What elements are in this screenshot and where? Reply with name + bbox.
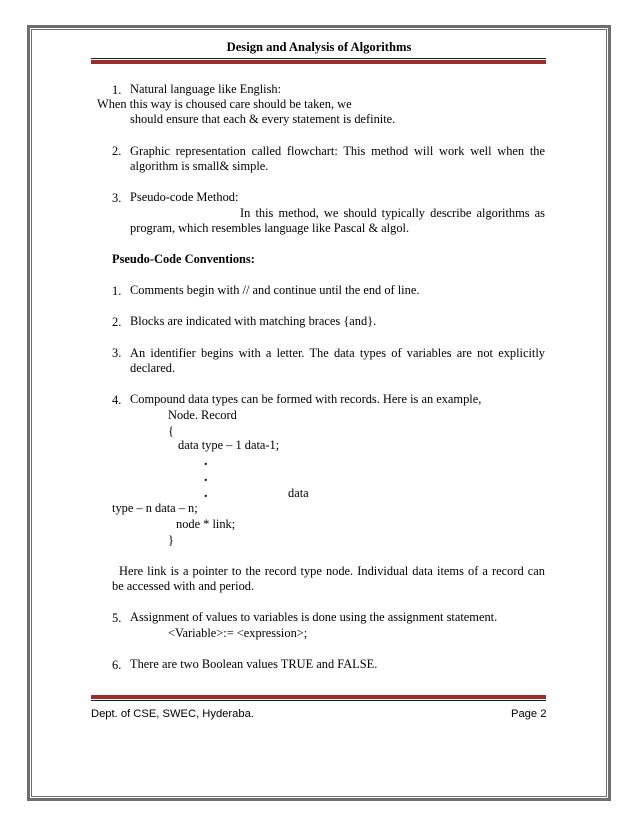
convention-2-text: Blocks are indicated with matching braces {and}. [130,314,377,328]
header-rule-thin [91,58,546,59]
convention-1-text: Comments begin with // and continue until the end of line. [130,283,420,297]
explanation-line2: be accessed with and period. [112,579,255,593]
method-1-line2: When this way is choused care should be taken, we [97,97,352,111]
code-node-record: Node. Record [168,408,237,422]
code-type-n: type – n data – n; [112,501,198,515]
method-1-number: 1. [112,83,122,97]
method-1-title: Natural language like English: [130,82,282,96]
convention-3-number: 3. [112,346,122,360]
method-3-title: Pseudo-code Method: [130,190,239,204]
code-ellipsis-dot: . [204,470,208,485]
convention-1-number: 1. [112,284,122,298]
code-data-word: data [288,486,309,500]
code-open-brace: { [168,424,174,438]
convention-6-text: There are two Boolean values TRUE and FALSE. [130,657,378,671]
header-title: Design and Analysis of Algorithms [226,40,412,54]
code-close-brace: } [168,533,174,547]
method-2-line1: Graphic representation called flowchart: This method will work well when the [130,144,545,158]
convention-5-text: Assignment of values to variables is done using the assignment statement. [130,610,498,624]
convention-5-code: <Variable>:= <expression>; [168,626,308,640]
method-3-line2: program, which resembles language like Pascal & algol. [130,221,410,235]
convention-3-line1: An identifier begins with a letter. The data types of variables are not explicitly [130,346,545,360]
code-ellipsis-dot: . [204,486,208,501]
footer-department: Dept. of CSE, SWEC, Hyderaba. [91,708,254,720]
method-2-line2: algorithm is small& simple. [130,159,269,173]
footer-rule-thin [91,700,546,701]
conventions-heading: Pseudo-Code Conventions: [112,252,255,266]
code-link: node * link; [176,517,236,531]
method-3-line1: In this method, we should typically describe algorithms as [240,206,545,220]
convention-5-number: 5. [112,611,122,625]
convention-4-text: Compound data types can be formed with records. Here is an example, [130,392,482,406]
method-2-number: 2. [112,144,122,158]
method-3-number: 3. [112,191,122,205]
convention-2-number: 2. [112,315,122,329]
convention-6-number: 6. [112,658,122,672]
method-1-line3: should ensure that each & every statement is definite. [130,112,396,126]
header-rule-thick [91,60,546,64]
code-ellipsis-dot: . [204,454,208,469]
convention-3-line2: declared. [130,361,176,375]
footer-page-number: Page 2 [511,708,547,720]
convention-4-number: 4. [112,393,122,407]
explanation-line1: Here link is a pointer to the record type node. Individual data items of a record can [119,564,545,578]
code-field-1: data type – 1 data-1; [178,438,280,452]
footer-rule-thick [91,695,546,699]
